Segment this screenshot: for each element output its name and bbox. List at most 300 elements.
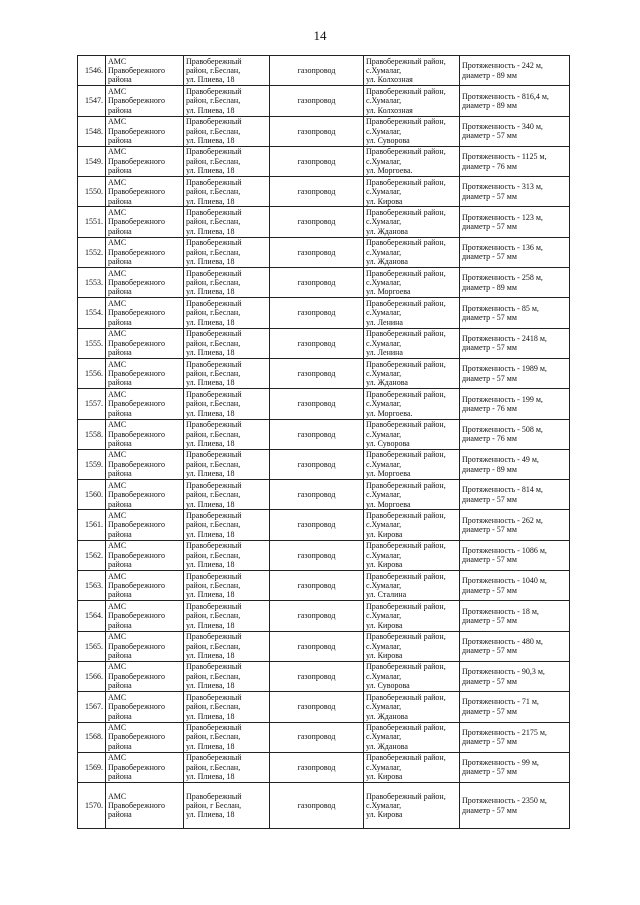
owner-address-cell — [184, 692, 270, 722]
owner-address-cell-line: Правобережный — [186, 208, 242, 218]
spec-cell-line: Протяженность - 313 м, — [462, 182, 543, 192]
spec-cell-line: Протяженность - 816,4 м, — [462, 91, 549, 101]
owner-cell-line: Правобережного — [108, 338, 166, 348]
table-row — [78, 480, 570, 510]
owner-address-cell-line: ул. Плиева, 18 — [186, 711, 235, 721]
location-cell-line: с.Хумалаг, — [366, 702, 402, 712]
location-cell-line: с.Хумалаг, — [366, 550, 402, 560]
owner-cell-line: района — [108, 287, 132, 297]
row-number: 1558. — [78, 419, 106, 449]
spec-cell-line: диаметр - 57 мм — [462, 737, 517, 747]
location-cell — [364, 661, 460, 691]
owner-cell-line: Правобережного — [108, 550, 166, 560]
spec-cell — [460, 419, 570, 449]
location-cell-line: ул. Кирова — [366, 560, 403, 570]
location-cell-line: Правобережный район, — [366, 298, 446, 308]
table-row — [78, 237, 570, 267]
spec-cell-line: диаметр - 57 мм — [462, 313, 517, 323]
location-cell-line: ул. Колхозная — [366, 75, 413, 85]
owner-cell-line: Правобережного — [108, 308, 166, 318]
location-cell-line: ул. Жданова — [366, 378, 408, 388]
location-cell-line: ул. Жданова — [366, 741, 408, 751]
location-cell-line: ул. Моргоева. — [366, 408, 413, 418]
location-cell — [364, 752, 460, 782]
location-cell-line: Правобережный район, — [366, 692, 446, 702]
table-row — [78, 752, 570, 782]
location-cell — [364, 449, 460, 479]
owner-cell-line: Правобережного — [108, 459, 166, 469]
location-cell-line: с.Хумалаг, — [366, 732, 402, 742]
row-number: 1555. — [78, 328, 106, 358]
object-type-cell: газопровод — [270, 328, 364, 358]
row-number: 1554. — [78, 298, 106, 328]
owner-address-cell — [184, 631, 270, 661]
location-cell-line: с.Хумалаг, — [366, 580, 402, 590]
table-row — [78, 146, 570, 176]
owner-cell-line: Правобережного — [108, 156, 166, 166]
spec-cell — [460, 540, 570, 570]
owner-cell-line: АМС — [108, 359, 127, 369]
location-cell-line: с.Хумалаг, — [366, 429, 402, 439]
table-row — [78, 328, 570, 358]
owner-address-cell-line: Правобережный — [186, 510, 242, 520]
spec-cell-line: Протяженность - 2350 м, — [462, 796, 547, 806]
object-type-cell: газопровод — [270, 177, 364, 207]
owner-cell-line: АМС — [108, 450, 127, 460]
spec-cell — [460, 177, 570, 207]
row-number: 1557. — [78, 389, 106, 419]
location-cell-line: с.Хумалаг, — [366, 490, 402, 500]
spec-cell-line: Протяженность - 99 м, — [462, 758, 539, 768]
owner-cell — [106, 631, 184, 661]
owner-address-cell-line: ул. Плиева, 18 — [186, 408, 235, 418]
location-cell-line: ул. Моргоева — [366, 499, 411, 509]
owner-address-cell-line: Правобережный — [186, 420, 242, 430]
spec-cell — [460, 268, 570, 298]
object-type-cell: газопровод — [270, 601, 364, 631]
spec-cell-line: Протяженность - 1086 м, — [462, 545, 547, 555]
location-cell-line: ул. Жданова — [366, 711, 408, 721]
owner-cell-line: Правобережного — [108, 762, 166, 772]
owner-cell-line: района — [108, 408, 132, 418]
location-cell — [364, 480, 460, 510]
location-cell — [364, 177, 460, 207]
spec-cell-line: диаметр - 57 мм — [462, 525, 517, 535]
object-type-cell: газопровод — [270, 540, 364, 570]
location-cell-line: Правобережный район, — [366, 571, 446, 581]
owner-cell — [106, 783, 184, 829]
location-cell — [364, 722, 460, 752]
spec-cell — [460, 56, 570, 86]
row-number: 1562. — [78, 540, 106, 570]
location-cell-line: ул. Суворова — [366, 681, 410, 691]
owner-address-cell-line: ул. Плиева, 18 — [186, 105, 235, 115]
table-row — [78, 692, 570, 722]
owner-address-cell-line: Правобережный — [186, 571, 242, 581]
spec-cell-line: диаметр - 57 мм — [462, 767, 517, 777]
object-type-cell: газопровод — [270, 56, 364, 86]
owner-address-cell-line: ул. Плиева, 18 — [186, 378, 235, 388]
location-cell — [364, 207, 460, 237]
owner-address-cell — [184, 480, 270, 510]
table-row — [78, 540, 570, 570]
owner-address-cell — [184, 601, 270, 631]
owner-address-cell-line: район, г Беслан, — [186, 800, 242, 810]
page-number: 14 — [313, 28, 327, 43]
table-row — [78, 56, 570, 86]
owner-address-cell-line: район, г.Беслан, — [186, 338, 241, 348]
owner-address-cell-line: ул. Плиева, 18 — [186, 681, 235, 691]
owner-address-cell — [184, 328, 270, 358]
owner-cell-line: АМС — [108, 541, 127, 551]
spec-cell — [460, 207, 570, 237]
owner-cell — [106, 510, 184, 540]
owner-cell-line: района — [108, 620, 132, 630]
owner-address-cell-line: район, г.Беслан, — [186, 187, 241, 197]
location-cell-line: ул. Моргоева — [366, 469, 411, 479]
owner-address-cell — [184, 752, 270, 782]
location-cell-line: с.Хумалаг, — [366, 520, 402, 530]
owner-address-cell — [184, 177, 270, 207]
owner-address-cell — [184, 146, 270, 176]
table-row — [78, 268, 570, 298]
location-cell-line: Правобережный район, — [366, 480, 446, 490]
spec-cell-line: Протяженность - 480 м, — [462, 636, 543, 646]
location-cell-line: ул. Жданова — [366, 257, 408, 267]
table-row — [78, 389, 570, 419]
location-cell — [364, 601, 460, 631]
owner-address-cell-line: ул. Плиева, 18 — [186, 226, 235, 236]
owner-address-cell-line: ул. Плиева, 18 — [186, 257, 235, 267]
owner-address-cell — [184, 116, 270, 146]
owner-address-cell-line: район, г.Беслан, — [186, 368, 241, 378]
owner-address-cell-line: ул. Плиева, 18 — [186, 529, 235, 539]
owner-address-cell-line: Правобережный — [186, 450, 242, 460]
spec-cell — [460, 692, 570, 722]
spec-cell-line: диаметр - 57 мм — [462, 494, 517, 504]
location-cell-line: ул. Кирова — [366, 196, 403, 206]
location-cell — [364, 540, 460, 570]
table-row — [78, 116, 570, 146]
location-cell-line: Правобережный район, — [366, 177, 446, 187]
owner-address-cell-line: район, г.Беслан, — [186, 702, 241, 712]
owner-address-cell-line: Правобережный — [186, 86, 242, 96]
owner-address-cell-line: Правобережный — [186, 791, 242, 801]
owner-cell-line: района — [108, 529, 132, 539]
owner-cell-line: района — [108, 650, 132, 660]
row-number: 1569. — [78, 752, 106, 782]
owner-address-cell-line: район, г.Беслан, — [186, 217, 241, 227]
owner-address-cell-line: Правобережный — [186, 147, 242, 157]
table-row — [78, 177, 570, 207]
table-row — [78, 86, 570, 116]
owner-address-cell-line: ул. Плиева, 18 — [186, 75, 235, 85]
spec-cell-line: диаметр - 57 мм — [462, 805, 517, 815]
owner-address-cell-line: ул. Плиева, 18 — [186, 560, 235, 570]
location-cell — [364, 56, 460, 86]
spec-cell — [460, 389, 570, 419]
owner-cell-line: Правобережного — [108, 580, 166, 590]
owner-cell-line: Правобережного — [108, 399, 166, 409]
owner-cell-line: АМС — [108, 86, 127, 96]
owner-address-cell-line: район, г.Беслан, — [186, 308, 241, 318]
owner-cell-line: АМС — [108, 510, 127, 520]
owner-address-cell-line: ул. Плиева, 18 — [186, 287, 235, 297]
owner-address-cell-line: ул. Плиева, 18 — [186, 469, 235, 479]
location-cell — [364, 571, 460, 601]
location-cell — [364, 298, 460, 328]
owner-address-cell — [184, 510, 270, 540]
owner-cell-line: АМС — [108, 117, 127, 127]
owner-cell-line: АМС — [108, 208, 127, 218]
object-type-cell: газопровод — [270, 631, 364, 661]
owner-address-cell-line: район, г.Беслан, — [186, 65, 241, 75]
owner-cell-line: АМС — [108, 571, 127, 581]
row-number: 1552. — [78, 237, 106, 267]
location-cell-line: ул. Кирова — [366, 772, 403, 782]
spec-cell-line: Протяженность - 85 м, — [462, 303, 539, 313]
spec-cell-line: диаметр - 89 мм — [462, 282, 517, 292]
location-cell — [364, 783, 460, 829]
spec-cell-line: Протяженность - 18 м, — [462, 606, 539, 616]
location-cell-line: Правобережный район, — [366, 450, 446, 460]
spec-cell — [460, 783, 570, 829]
location-cell-line: с.Хумалаг, — [366, 368, 402, 378]
table-row — [78, 661, 570, 691]
row-number: 1546. — [78, 56, 106, 86]
spec-cell-line: диаметр - 57 мм — [462, 222, 517, 232]
owner-cell — [106, 661, 184, 691]
owner-cell — [106, 207, 184, 237]
owner-cell-line: Правобережного — [108, 187, 166, 197]
row-number: 1567. — [78, 692, 106, 722]
spec-cell-line: Протяженность - 71 м, — [462, 697, 539, 707]
table-row — [78, 298, 570, 328]
location-cell-line: Правобережный район, — [366, 117, 446, 127]
location-cell-line: с.Хумалаг, — [366, 762, 402, 772]
owner-address-cell-line: Правобережный — [186, 117, 242, 127]
location-cell-line: Правобережный район, — [366, 601, 446, 611]
object-type-cell: газопровод — [270, 207, 364, 237]
owner-cell — [106, 298, 184, 328]
owner-address-cell — [184, 237, 270, 267]
location-cell-line: ул. Суворова — [366, 135, 410, 145]
location-cell-line: с.Хумалаг, — [366, 641, 402, 651]
location-cell-line: Правобережный район, — [366, 541, 446, 551]
row-number: 1556. — [78, 358, 106, 388]
location-cell-line: ул. Моргоева — [366, 287, 411, 297]
location-cell-line: с.Хумалаг, — [366, 671, 402, 681]
spec-cell-line: Протяженность - 258 м, — [462, 273, 543, 283]
spec-cell — [460, 510, 570, 540]
owner-address-cell-line: Правобережный — [186, 753, 242, 763]
location-cell — [364, 237, 460, 267]
location-cell-line: Правобережный район, — [366, 56, 446, 66]
object-type-cell: газопровод — [270, 752, 364, 782]
location-cell — [364, 510, 460, 540]
owner-address-cell-line: район, г.Беслан, — [186, 641, 241, 651]
spec-cell — [460, 722, 570, 752]
spec-cell — [460, 116, 570, 146]
owner-cell — [106, 56, 184, 86]
location-cell-line: ул. Суворова — [366, 438, 410, 448]
owner-cell-line: района — [108, 772, 132, 782]
row-number: 1553. — [78, 268, 106, 298]
owner-address-cell — [184, 86, 270, 116]
location-cell-line: с.Хумалаг, — [366, 278, 402, 288]
table-row — [78, 783, 570, 829]
location-cell — [364, 389, 460, 419]
owner-address-cell-line: ул. Плиева, 18 — [186, 650, 235, 660]
spec-cell-line: диаметр - 89 мм — [462, 70, 517, 80]
owner-cell — [106, 449, 184, 479]
spec-cell — [460, 480, 570, 510]
spec-cell — [460, 146, 570, 176]
owner-address-cell-line: Правобережный — [186, 692, 242, 702]
spec-cell-line: Протяженность - 262 м, — [462, 515, 543, 525]
owner-address-cell-line: Правобережный — [186, 662, 242, 672]
location-cell — [364, 268, 460, 298]
owner-address-cell — [184, 268, 270, 298]
object-type-cell: газопровод — [270, 358, 364, 388]
owner-cell-line: района — [108, 135, 132, 145]
owner-cell-line: Правобережного — [108, 247, 166, 257]
owner-address-cell-line: район, г.Беслан, — [186, 580, 241, 590]
row-number: 1566. — [78, 661, 106, 691]
owner-cell-line: района — [108, 741, 132, 751]
owner-cell — [106, 722, 184, 752]
table-row — [78, 419, 570, 449]
object-type-cell: газопровод — [270, 116, 364, 146]
owner-address-cell — [184, 207, 270, 237]
owner-cell-line: района — [108, 681, 132, 691]
location-cell-line: ул. Ленина — [366, 317, 403, 327]
owner-cell-line: АМС — [108, 723, 127, 733]
location-cell-line: Правобережный район, — [366, 389, 446, 399]
owner-address-cell-line: ул. Плиева, 18 — [186, 317, 235, 327]
owner-address-cell-line: ул. Плиева, 18 — [186, 590, 235, 600]
row-number: 1568. — [78, 722, 106, 752]
owner-address-cell — [184, 419, 270, 449]
location-cell-line: Правобережный район, — [366, 632, 446, 642]
owner-cell — [106, 146, 184, 176]
owner-cell-line: АМС — [108, 56, 127, 66]
owner-cell-line: района — [108, 469, 132, 479]
location-cell — [364, 328, 460, 358]
location-cell-line: ул. Ленина — [366, 348, 403, 358]
owner-address-cell — [184, 389, 270, 419]
location-cell — [364, 146, 460, 176]
owner-address-cell-line: район, г.Беслан, — [186, 459, 241, 469]
spec-cell-line: Протяженность - 814 м, — [462, 485, 543, 495]
object-type-cell: газопровод — [270, 298, 364, 328]
owner-address-cell-line: ул. Плиева, 18 — [186, 741, 235, 751]
location-cell-line: ул. Жданова — [366, 226, 408, 236]
table-row — [78, 510, 570, 540]
object-type-cell: газопровод — [270, 722, 364, 752]
owner-address-cell-line: район, г.Беслан, — [186, 520, 241, 530]
owner-cell — [106, 419, 184, 449]
spec-cell-line: Протяженность - 49 м, — [462, 455, 539, 465]
location-cell-line: Правобережный район, — [366, 208, 446, 218]
owner-cell-line: АМС — [108, 177, 127, 187]
spec-cell — [460, 752, 570, 782]
spec-cell-line: диаметр - 57 мм — [462, 191, 517, 201]
owner-cell — [106, 328, 184, 358]
owner-cell-line: Правобережного — [108, 611, 166, 621]
row-number: 1560. — [78, 480, 106, 510]
owner-cell-line: района — [108, 317, 132, 327]
owner-address-cell-line: район, г.Беслан, — [186, 96, 241, 106]
spec-cell-line: диаметр - 89 мм — [462, 464, 517, 474]
table-row — [78, 571, 570, 601]
owner-address-cell-line: Правобережный — [186, 238, 242, 248]
owner-cell-line: района — [108, 196, 132, 206]
location-cell-line: с.Хумалаг, — [366, 156, 402, 166]
owner-cell-line: АМС — [108, 662, 127, 672]
pipeline-registry-table — [77, 55, 570, 829]
owner-address-cell-line: район, г.Беслан, — [186, 156, 241, 166]
row-number: 1549. — [78, 146, 106, 176]
owner-cell-line: района — [108, 105, 132, 115]
location-cell-line: Правобережный район, — [366, 753, 446, 763]
owner-cell-line: района — [108, 590, 132, 600]
owner-cell-line: Правобережного — [108, 96, 166, 106]
location-cell-line: Правобережный район, — [366, 147, 446, 157]
owner-cell — [106, 237, 184, 267]
location-cell-line: Правобережный район, — [366, 420, 446, 430]
location-cell-line: с.Хумалаг, — [366, 187, 402, 197]
owner-address-cell — [184, 571, 270, 601]
owner-cell — [106, 571, 184, 601]
owner-address-cell-line: Правобережный — [186, 268, 242, 278]
row-number: 1559. — [78, 449, 106, 479]
owner-address-cell-line: Правобережный — [186, 298, 242, 308]
owner-address-cell-line: район, г.Беслан, — [186, 126, 241, 136]
owner-cell — [106, 268, 184, 298]
owner-cell-line: Правобережного — [108, 800, 166, 810]
location-cell-line: с.Хумалаг, — [366, 611, 402, 621]
spec-cell-line: диаметр - 57 мм — [462, 343, 517, 353]
spec-cell-line: Протяженность - 340 м, — [462, 121, 543, 131]
location-cell-line: Правобережный район, — [366, 791, 446, 801]
owner-cell-line: района — [108, 348, 132, 358]
spec-cell-line: Протяженность - 2418 м, — [462, 333, 547, 343]
object-type-cell: газопровод — [270, 237, 364, 267]
owner-address-cell-line: район, г.Беслан, — [186, 732, 241, 742]
spec-cell-line: Протяженность - 1040 м, — [462, 576, 547, 586]
spec-cell-line: Протяженность - 2175 м, — [462, 727, 547, 737]
object-type-cell: газопровод — [270, 389, 364, 419]
spec-cell — [460, 358, 570, 388]
object-type-cell: газопровод — [270, 146, 364, 176]
owner-address-cell — [184, 661, 270, 691]
spec-cell — [460, 601, 570, 631]
owner-cell-line: АМС — [108, 298, 127, 308]
location-cell-line: Правобережный район, — [366, 268, 446, 278]
owner-cell-line: АМС — [108, 420, 127, 430]
owner-address-cell-line: ул. Плиева, 18 — [186, 348, 235, 358]
owner-cell — [106, 540, 184, 570]
spec-cell-line: диаметр - 57 мм — [462, 676, 517, 686]
owner-address-cell-line: ул. Плиева, 18 — [186, 620, 235, 630]
owner-cell-line: Правобережного — [108, 520, 166, 530]
owner-cell-line: АМС — [108, 601, 127, 611]
owner-address-cell-line: ул. Плиева, 18 — [186, 772, 235, 782]
row-number: 1570. — [78, 783, 106, 829]
spec-cell-line: диаметр - 57 мм — [462, 131, 517, 141]
table-row — [78, 601, 570, 631]
